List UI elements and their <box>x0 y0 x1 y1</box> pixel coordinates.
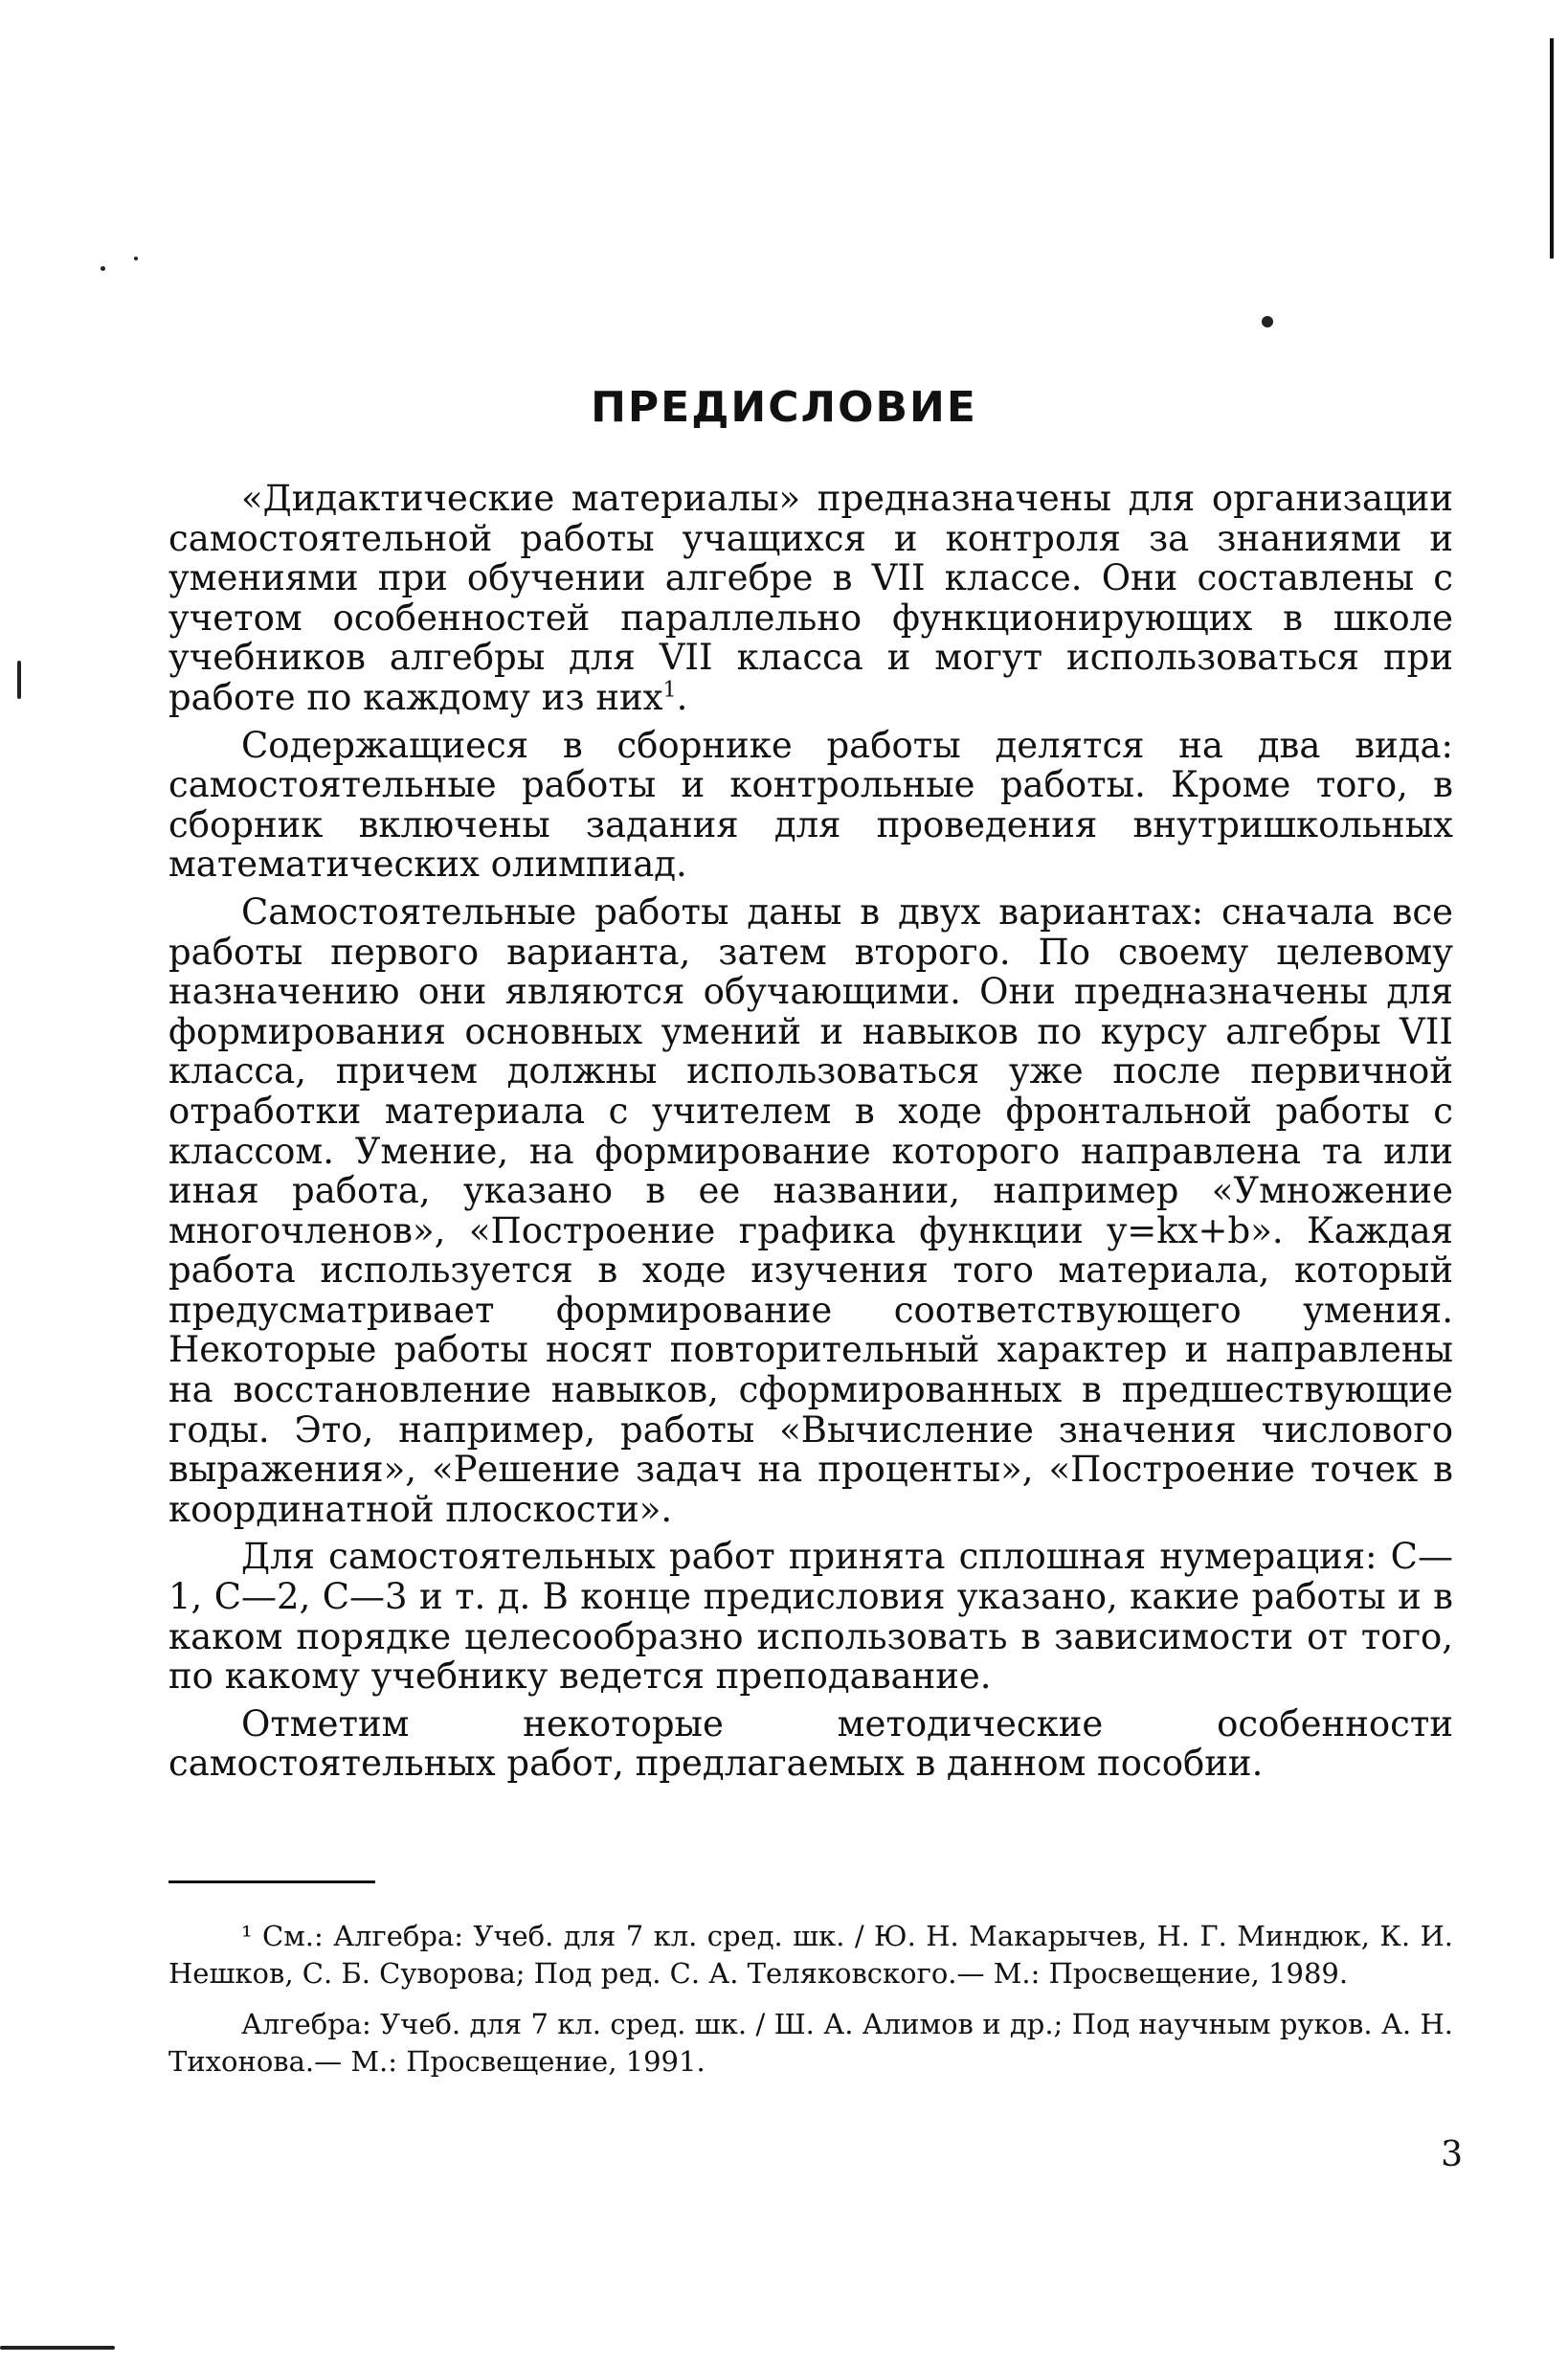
footnote: ¹ См.: Алгебра: Учеб. для 7 кл. сред. шк. / Ю. Н. Макарычев, Н. Г. Миндюк, К. И. Нешков, С. Б. Суворова; Под ред. С. А. Теляковского.— М.: Просвещение, 1989. <box>168 1920 1453 1990</box>
footnote: Алгебра: Учеб. для 7 кл. сред. шк. / Ш. А. Алимов и др.; Под научным руков. А. Н. Тихонова.— М.: Просвещение, 1991. <box>168 2008 1453 2078</box>
scan-edge-line <box>1550 38 1554 259</box>
paragraph: Самостоятельные работы даны в двух вариантах: сначала все работы первого варианта, затем второго. По своему целевому назначению они являются обучающими. Они предназначены для формирования основных умений и навыков по курсу алгебры VII класса, причем должны использоваться уже после первичной отработки материала с учителем в ходе фронтальной работы с классом. Умение, на формирование которого направлена та или иная работа, указано в ее названии, например «Умножение многочленов», «Построение графика функции y=kx+b». Каждая работа используется в ходе изучения того материала, который предусматривает формирование соответствующего умения. Некоторые работы носят повторительный характер и направлены на восстановление навыков, сформированных в предшествующие годы. Это, например, работы «Вычисление значения числового выражения», «Решение задач на проценты», «Построение точек в координатной плоскости». <box>168 890 1453 1530</box>
footnote-divider <box>168 1880 375 1883</box>
page-number: 3 <box>1441 2135 1463 2174</box>
page-title: ПРЕДИСЛОВИЕ <box>591 383 977 432</box>
scan-speck <box>101 266 105 271</box>
paragraph: Отметим некоторые методические особенности самостоятельных работ, предлагаемых в данном пособии. <box>168 1702 1453 1785</box>
scan-speck <box>17 661 21 699</box>
paragraph-text: «Дидактические материалы» предназначены для организации самостоятельной работы учащихся и контроля за знаниями и умениями при обучении алгебре в VII классе. Они составлены с учетом особенностей параллельно функционирующих в школе учебников алгебры для VII класса и могут использоваться при работе по каждому из них <box>168 478 1453 718</box>
preface-body <box>168 479 1453 1791</box>
scan-speck <box>0 2346 115 2350</box>
paragraph: Для самостоятельных работ принята сплошная нумерация: С—1, С—2, С—3 и т. д. В конце предисловия указано, какие работы и в каком порядке целесообразно использовать в зависимости от того, по какому учебнику ведется преподавание. <box>168 1536 1453 1698</box>
sentence-end: . <box>676 676 688 718</box>
footnotes <box>168 1918 1453 2094</box>
paragraph <box>168 479 1453 718</box>
scan-speck <box>134 257 138 260</box>
footnote-reference: 1 <box>662 677 677 703</box>
paragraph: Содержащиеся в сборнике работы делятся на два вида: самостоятельные работы и контрольные работы. Кроме того, в сборник включены задания для проведения внутришкольных математических олимпиад. <box>168 724 1453 886</box>
scan-speck <box>1262 316 1273 327</box>
